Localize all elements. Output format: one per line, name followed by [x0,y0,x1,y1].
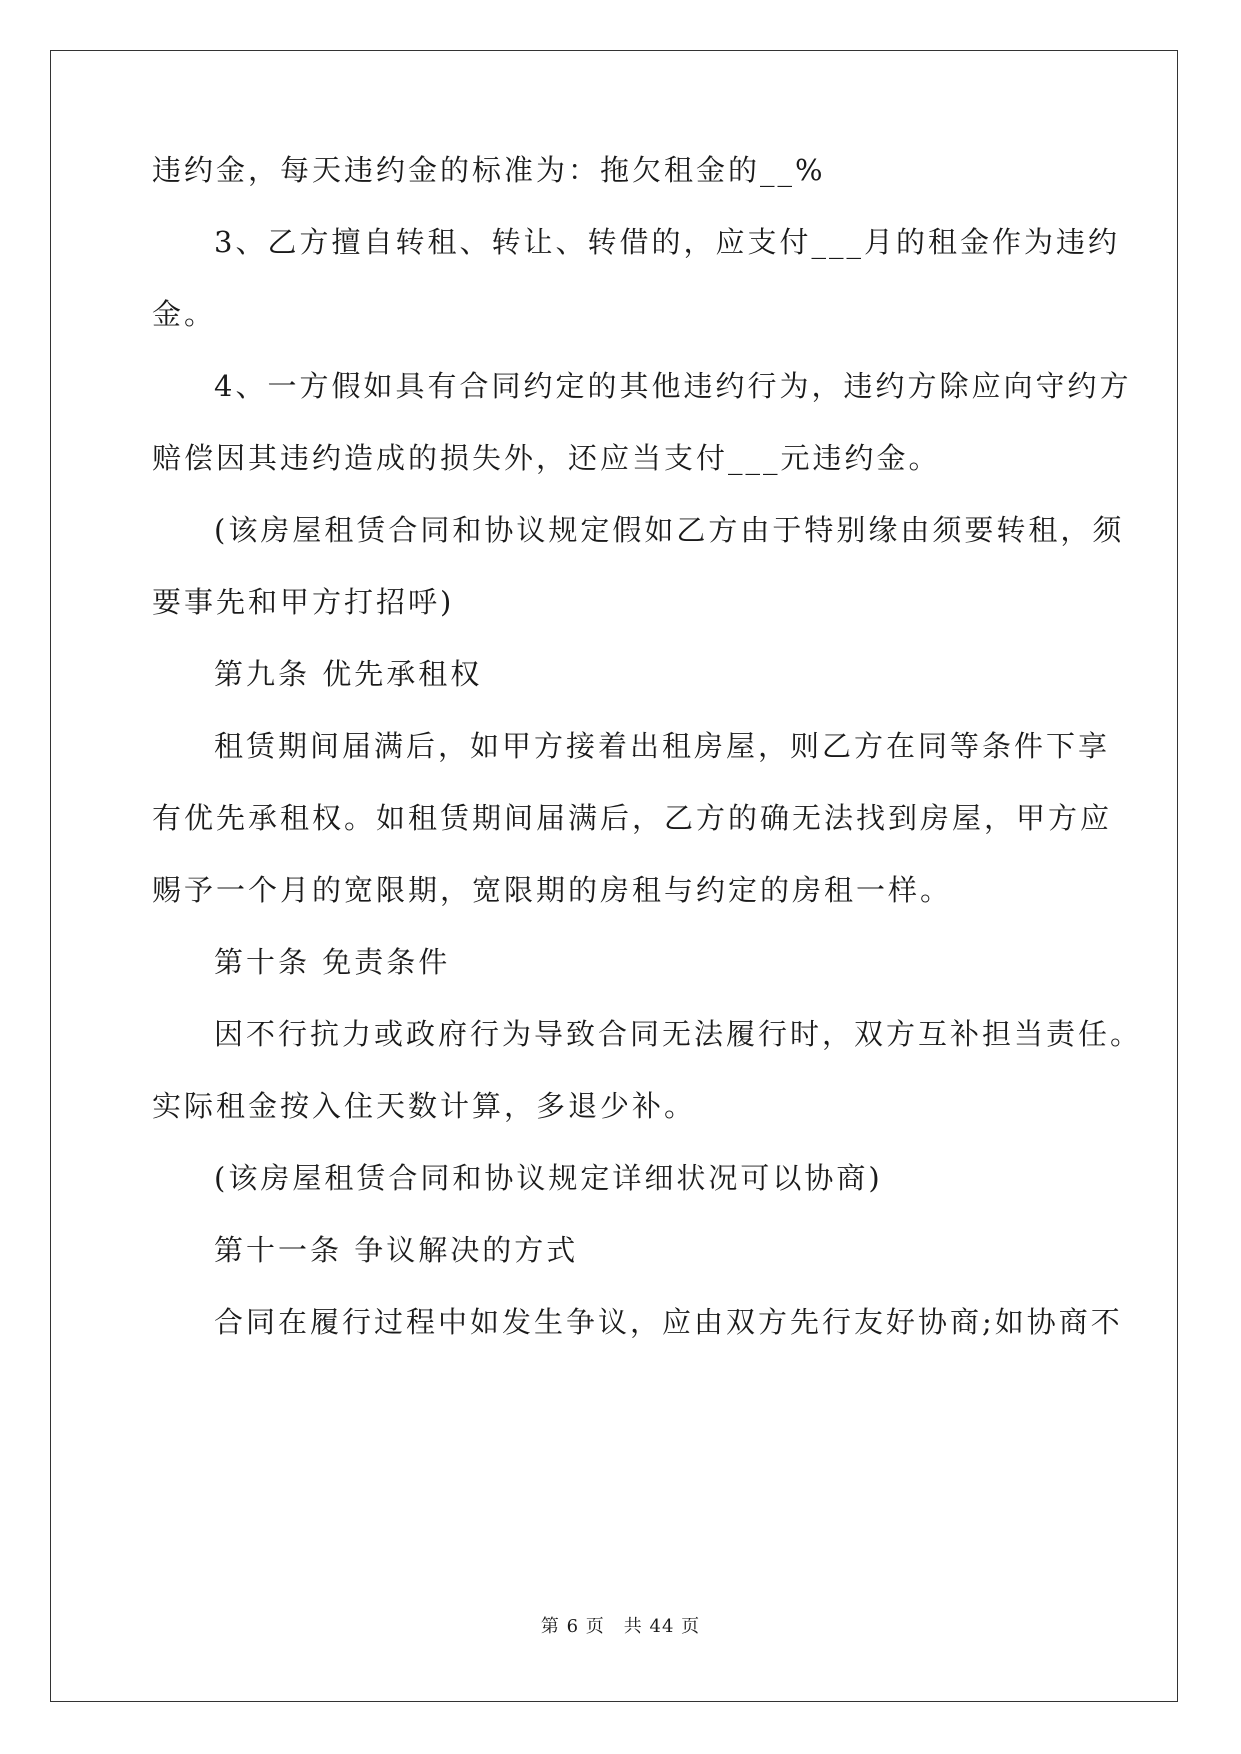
text-line: (该房屋租赁合同和协议规定假如乙方由于特别缘由须要转租，须 [214,513,1125,547]
text-line: 4、一方假如具有合同约定的其他违约行为，违约方除应向守约方 [214,369,1132,403]
section-heading: 第十条 免责条件 [214,945,451,979]
text-line: 金。 [152,297,217,331]
text-line: 因不行抗力或政府行为导致合同无法履行时，双方互补担当责任。 [214,1017,1143,1051]
section-heading: 第九条 优先承租权 [214,657,483,691]
text-line: 赐予一个月的宽限期，宽限期的房租与约定的房租一样。 [152,873,953,907]
text-line: 实际租金按入住天数计算，多退少补。 [152,1089,697,1123]
page-footer: 第 6 页 共 44 页 [540,1616,701,1637]
text-line: (该房屋租赁合同和协议规定详细状况可以协商) [214,1161,883,1195]
section-heading: 第十一条 争议解决的方式 [214,1233,579,1267]
text-line: 3、乙方擅自转租、转让、转借的，应支付___月的租金作为违约 [214,225,1120,259]
text-line: 合同在履行过程中如发生争议，应由双方先行友好协商;如协商不 [214,1305,1123,1339]
text-line: 要事先和甲方打招呼) [152,585,455,619]
text-line: 租赁期间届满后，如甲方接着出租房屋，则乙方在同等条件下享 [214,729,1111,763]
text-line: 违约金，每天违约金的标准为：拖欠租金的__% [152,153,826,187]
text-line: 赔偿因其违约造成的损失外，还应当支付___元违约金。 [152,441,941,475]
text-line: 有优先承租权。如租赁期间届满后，乙方的确无法找到房屋，甲方应 [152,801,1113,835]
